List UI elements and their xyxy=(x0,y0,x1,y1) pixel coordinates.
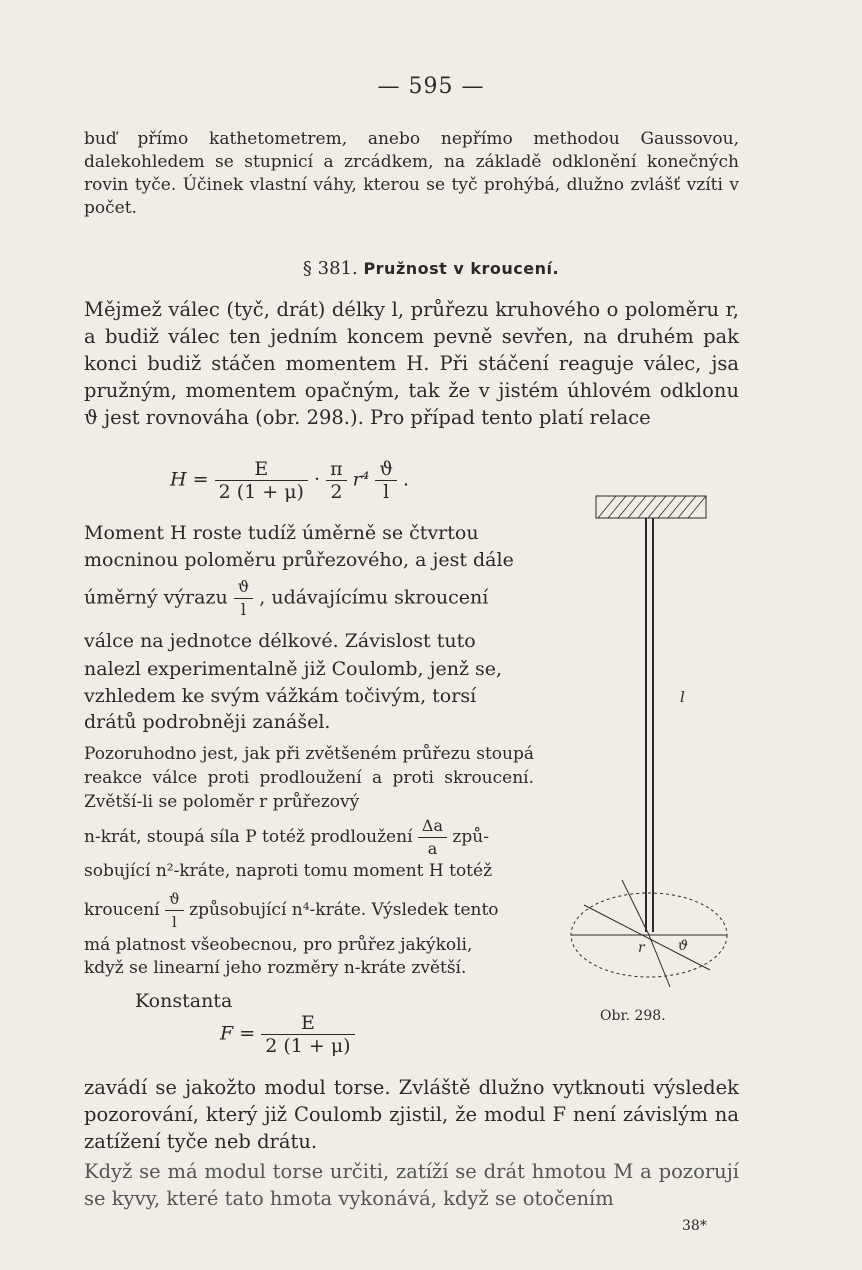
para3-line-6: vzhledem ke svým vážkám točivým, torsí xyxy=(84,685,477,707)
small4-den: l xyxy=(171,913,177,931)
section-heading xyxy=(0,258,862,279)
arrow-down-shaft xyxy=(649,935,670,987)
para3-line-4: válce na jednotce délkové. Závislost tuto xyxy=(84,630,476,652)
page-number: — 595 — xyxy=(377,74,485,99)
paragraph-definition: Mějmež válec (tyč, drát) délky l, průřezu kruhového o poloměru r, a budiž válec ten jedním koncem pevně sevřen, na druhém pak konci budiž stáčen momentem H. Při stáčení reaguje válec, jsa pružným, momentem opačným, tak že v jistém úhlovém odklonu ϑ jest rovnováha (obr. 298.). Pro případ tento platí relace xyxy=(84,298,739,429)
small-line-4 xyxy=(84,888,499,933)
eq2-den: 2 (1 + μ) xyxy=(265,1035,351,1057)
para3-line-3 xyxy=(84,576,488,621)
label-theta: ϑ xyxy=(678,938,689,954)
eq1-f1-den: 2 (1 + μ) xyxy=(218,481,304,503)
small-paragraph-start: Pozoruhodno jest, jak při zvětšeném průřezu stoupá reakce válce proti prodloužení a proti skroucení. Zvětší-li se poloměr r průřezový xyxy=(84,744,534,812)
small-line-2a: n-krát, stoupá síla P totéž prodloužení xyxy=(84,827,413,847)
eq1-f3-den: l xyxy=(383,481,390,503)
eq1-fraction-pi xyxy=(326,458,347,503)
small-line-5: má platnost všeobecnou, pro průřez jakýkoli, xyxy=(84,935,473,955)
small4-num: ϑ xyxy=(165,888,184,911)
para3-frac-num: ϑ xyxy=(234,576,253,599)
para3-line-3b: , udávajícímu skroucení xyxy=(259,586,489,609)
eq1-r4: r⁴ xyxy=(352,468,370,491)
clamp-hatching xyxy=(598,496,706,518)
eq1-fraction-e xyxy=(215,458,308,503)
para3-frac-den: l xyxy=(240,600,247,619)
para3-line-7: drátů podrobněji zanášel. xyxy=(84,711,331,733)
section-mark: § 381. xyxy=(302,258,358,279)
small-line-4b: způsobující n⁴-kráte. Výsledek tento xyxy=(189,900,499,920)
eq1-lhs: H = xyxy=(170,468,209,491)
konstanta-label: Konstanta xyxy=(135,990,233,1012)
figure-torsion-rod xyxy=(560,490,740,1050)
para3-fraction xyxy=(234,576,253,621)
eq2-num: E xyxy=(261,1012,354,1035)
eq1-f2-num: π xyxy=(326,458,347,481)
eq1-f1-num: E xyxy=(215,458,308,481)
small2-num: Δa xyxy=(418,815,447,838)
small2-den: a xyxy=(427,839,438,858)
small-line-3: sobující n²-kráte, naproti tomu moment H totéž xyxy=(84,861,493,881)
figure-caption: Obr. 298. xyxy=(600,1008,666,1024)
para3-line-1: Moment H roste tudíž úměrně se čtvrtou xyxy=(84,522,479,544)
eq1-fraction-theta xyxy=(375,458,397,503)
small-line-6: když se linearní jeho rozměry n-kráte zvětší. xyxy=(84,958,467,978)
small-line-4a: kroucení xyxy=(84,900,160,920)
eq1-f2-den: 2 xyxy=(330,481,343,503)
para3-line-5: nalezl experimentalně již Coulomb, jenž se, xyxy=(84,658,503,680)
label-l: l xyxy=(680,688,685,706)
section-title: Pružnost v kroucení. xyxy=(363,259,560,278)
small-fraction-delta xyxy=(418,815,447,860)
eq2-lhs: F = xyxy=(220,1022,256,1045)
small-fraction-theta xyxy=(165,888,184,933)
para3-line-3a: úměrný výrazu xyxy=(84,586,228,609)
paragraph-last: Když se má modul torse určiti, zatíží se drát hmotou M a pozorují se kyvy, které tato hmota vykonává, když se otočením xyxy=(84,1160,739,1210)
paragraph-modulus: zavádí se jakožto modul torse. Zvláště dlužno vytknouti výsledek pozorování, který již Coulomb zjistil, že modul F není závislým na zatížení tyče neb drátu. xyxy=(84,1076,739,1153)
eq2-fraction xyxy=(261,1012,354,1057)
small-line-2b: způ- xyxy=(452,827,489,847)
label-r: r xyxy=(638,940,645,956)
small-line-2 xyxy=(84,815,489,860)
equation-torsion-moment xyxy=(170,458,409,503)
eq1-f3-num: ϑ xyxy=(375,458,397,481)
eq1-dot: · xyxy=(314,468,321,491)
equation-modulus xyxy=(220,1012,355,1057)
eq1-end: . xyxy=(403,468,410,491)
paragraph-intro: buď přímo kathetometrem, anebo nepřímo methodou Gaussovou, dalekohledem se stupnicí a zrcádkem, na základě odklonění konečných rovin tyče. Účinek vlastní váhy, kterou se tyč prohýbá, dlužno zvlášť vzíti v počet. xyxy=(84,129,739,218)
para3-line-2: mocninou poloměru průřezového, a jest dále xyxy=(84,549,514,571)
printer-signature: 38* xyxy=(682,1218,707,1234)
